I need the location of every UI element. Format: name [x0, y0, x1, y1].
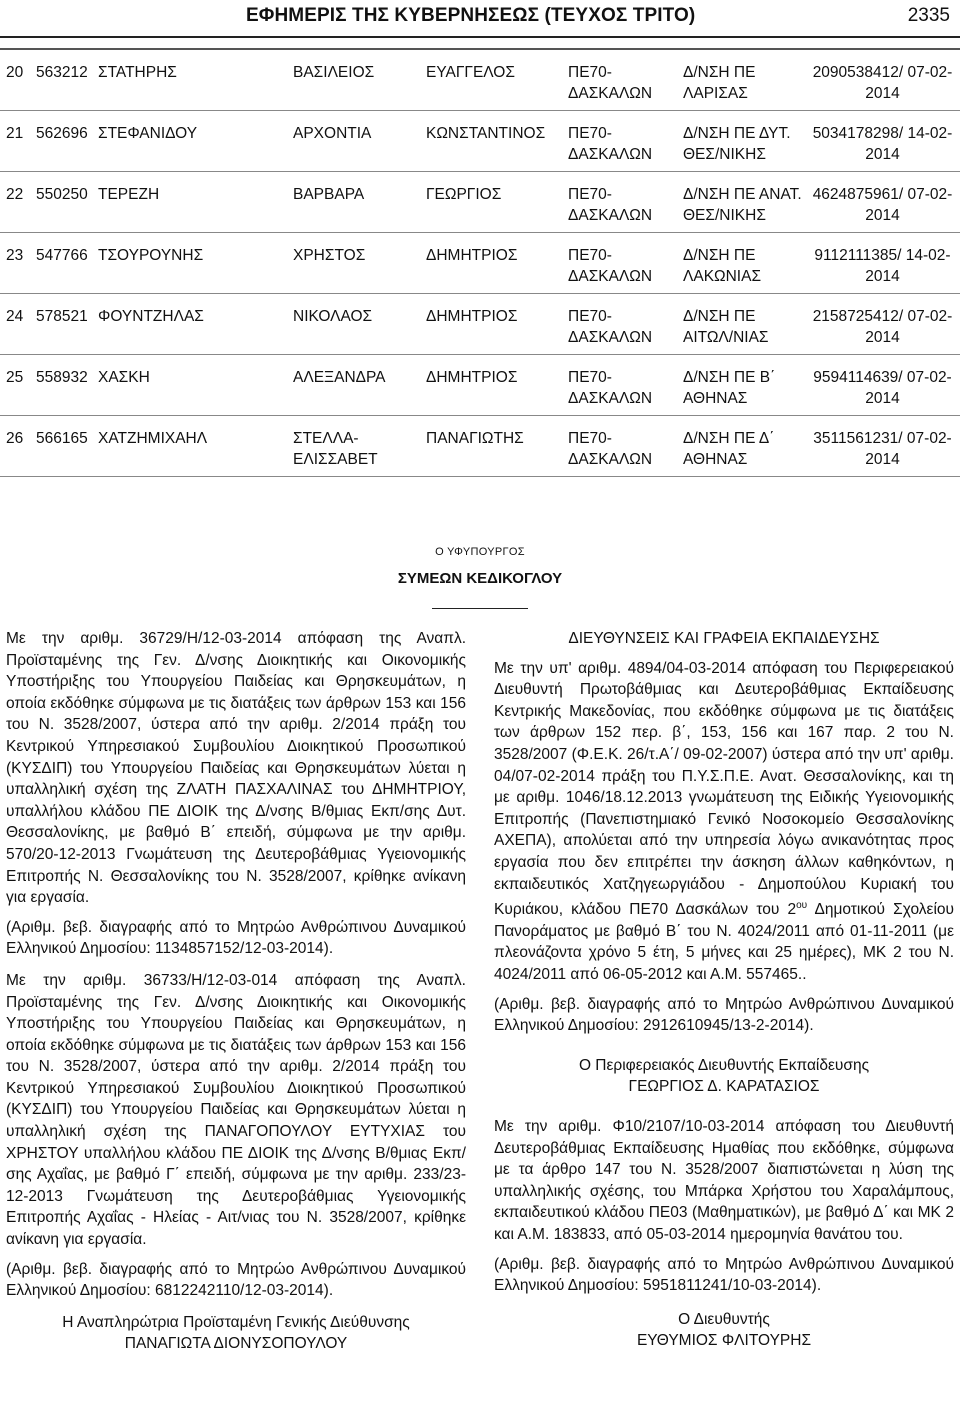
cell-specialty: ΠΕ70- ΔΑΣΚΑΛΩΝ: [568, 416, 683, 477]
cell-row-number: 25: [0, 355, 36, 416]
cell-reference-date: 4624875961/ 07-02-2014: [805, 172, 960, 233]
staff-table: [0, 48, 960, 477]
decision-paragraph: Με την αριθμ. 36729/Η/12-03-2014 απόφαση της Αναπλ. Προϊσταμένης της Γεν. Δ/νσης Διοικητικής και Οικονομικής Υποστήριξης του Υπουργείου Παιδείας και Θρησκευμάτων, η οποία εκδόθηκε σύμφωνα με τις διατάξεις των άρθρων 153 και 156 του Ν. 3528/2007, ύστερα από την αριθμ. 2/2014 πράξη του Κεντρικού Υπηρεσιακού Συμβουλίου Διοικητικού Προσωπικού (ΚΥΣΔΙΠ) του Υπουργείου Παιδείας και Θρησκευμάτων λύεται η υπαλληλική σχέση της ΖΛΑΤΗ ΠΑΣΧΑΛΙΝΑΣ του ΔΗΜΗΤΡΙΟΥ, υπαλλήλου κλάδου ΠΕ ΔΙΟΙΚ της Δ/νσης Β/θμιας Εκπ/σης Δυτ. Θεσσαλονίκης, με βαθμό Β΄ επειδή, σύμφωνα με την αριθμ. 570/20-12-2013 Γνωμάτευση της Δευτεροβάθμιας Υγειονομικής Επιτροπής Ν. Θεσσαλονίκης του Ν. 3528/2007, κρίθηκε ανίκανη για εργασία.: [6, 630, 466, 907]
cell-surname: ΦΟΥΝΤΖΗΛΑΣ: [98, 294, 293, 355]
cell-reference-date: 9594114639/ 07-02-2014: [805, 355, 960, 416]
cell-row-number: 26: [0, 416, 36, 477]
decision-paragraph: [494, 658, 954, 986]
cell-specialty: ΠΕ70- ΔΑΣΚΑΛΩΝ: [568, 111, 683, 172]
cell-father-name: ΓΕΩΡΓΙΟΣ: [426, 172, 568, 233]
cell-registry-id: 563212: [36, 49, 98, 111]
staff-table-body: [0, 49, 960, 477]
page-header: [0, 0, 960, 40]
decision-text: Δημοτικού Σχολείου Πανοράματος με βαθμό Β΄ του Ν. 4024/2011 από 01-11-2011 (με πλεονάζοντα χρόνο 5 έτη, 5 μήνες και 25 ημέρες), ΜΚ 2 του Ν. 4024/2011 από 06-05-2012 και Α.Μ. 557465..: [494, 901, 954, 984]
cell-directorate: Δ/ΝΣΗ ΠΕ ΔΥΤ. ΘΕΣ/ΝΙΚΗΣ: [683, 111, 805, 172]
cell-first-name: ΒΑΣΙΛΕΙΟΣ: [293, 49, 426, 111]
cell-first-name: ΑΛΕΞΑΝΔΡΑ: [293, 355, 426, 416]
decision-text: Με την υπ' αριθμ. 4894/04-03-2014 απόφαση του Περιφερειακού Διευθυντή Πρωτοβάθμιας και Δευτεροβάθμιας Εκπαίδευσης Κεντρικής Μακεδονίας, που εκδόθηκε σύμφωνα με τις διατάξεις των άρθρων 152 περ. β΄, 153, 156 και 167 παρ. 2 του Ν. 3528/2007 (Φ.Ε.Κ. 26/τ.Α΄/ 09-02-2007) ύστερα από την υπ' αριθμ. 04/07-02-2014 πράξη του Π.Υ.Σ.Π.Ε. Ανατ. Θεσσαλονίκης, και τη με αριθμ. 1046/18.12.2013 γνωμάτευση της Ειδικής Υγειονομικής Επιτροπής (Πανεπιστημιακό Γενικό Νοσοκομείο Θεσσαλονίκης ΑΧΕΠΑ), απολύεται από την υπηρεσία λόγω ανικανότητας προς εργασία που δεν επιτρέπει την άσκηση άλλων καθηκόντων, η εκπαιδευτικός Χατζηγεωργιάδου - Δημοπούλου Κυριακή του Κυριάκου, κλάδου ΠΕ70 Δασκάλων του 2: [494, 659, 954, 919]
signatory-role: Ο Διευθυντής: [678, 1310, 770, 1328]
cell-first-name: ΝΙΚΟΛΑΟΣ: [293, 294, 426, 355]
cell-father-name: ΔΗΜΗΤΡΙΟΣ: [426, 355, 568, 416]
cell-directorate: Δ/ΝΣΗ ΠΕ Β΄ ΑΘΗΝΑΣ: [683, 355, 805, 416]
table-row: [0, 294, 960, 355]
decision-paragraph: Με την αριθμ. Φ10/2107/10-03-2014 απόφαση του Διευθυντή Δευτεροβάθμιας Εκπαίδευσης Ημαθίας που εκδόθηκε, σύμφωνα με τα άρθρο 147 του Ν. 3528/2007 διαπιστώνεται η λύση της υπαλληλικής σχέσης, του Μπάρκα Χρήστου του Χαραλάμπους, εκπαιδευτικού κλάδου ΠΕ03 (Μαθηματικών), με βαθμό Δ΄ και ΜΚ 2 και Α.Μ. 183833, από 05-03-2014 ημερομηνία θανάτου του.: [494, 1118, 954, 1243]
cell-surname: ΧΑΣΚΗ: [98, 355, 293, 416]
cell-surname: ΤΣΟΥΡΟΥΝΗΣ: [98, 233, 293, 294]
right-column: [494, 628, 954, 1360]
cell-first-name: ΣΤΕΛΛΑ- ΕΛΙΣΣΑΒΕΤ: [293, 416, 426, 477]
signatory-role: Η Αναπληρώτρια Προϊσταμένη Γενικής Διεύθυνσης: [62, 1313, 410, 1331]
reference-note: (Αριθμ. βεβ. διαγραφής από το Μητρώο Ανθρώπινου Δυναμικού Ελληνικού Δημοσίου: 1134857152/12-03-2014).: [6, 918, 466, 958]
cell-directorate: Δ/ΝΣΗ ΠΕ ΑΝΑΤ. ΘΕΣ/ΝΙΚΗΣ: [683, 172, 805, 233]
cell-specialty: ΠΕ70- ΔΑΣΚΑΛΩΝ: [568, 172, 683, 233]
table-row: [0, 233, 960, 294]
cell-row-number: 21: [0, 111, 36, 172]
cell-father-name: ΠΑΝΑΓΙΩΤΗΣ: [426, 416, 568, 477]
cell-directorate: Δ/ΝΣΗ ΠΕ Δ΄ ΑΘΗΝΑΣ: [683, 416, 805, 477]
cell-father-name: ΔΗΜΗΤΡΙΟΣ: [426, 294, 568, 355]
cell-registry-id: 547766: [36, 233, 98, 294]
page-number: 2335: [907, 5, 950, 26]
section-heading: ΔΙΕΥΘΥΝΣΕΙΣ ΚΑΙ ΓΡΑΦΕΙΑ ΕΚΠΑΙΔΕΥΣΗΣ: [568, 630, 880, 647]
cell-reference-date: 9112111385/ 14-02-2014: [805, 233, 960, 294]
cell-directorate: Δ/ΝΣΗ ΠΕ ΛΑΡΙΣΑΣ: [683, 49, 805, 111]
table-row: [0, 416, 960, 477]
cell-first-name: ΑΡΧΟΝΤΙΑ: [293, 111, 426, 172]
cell-registry-id: 550250: [36, 172, 98, 233]
cell-surname: ΤΕΡΕΖΗ: [98, 172, 293, 233]
signatory-name: ΠΑΝΑΓΙΩΤΑ ΔΙΟΝΥΣΟΠΟΥΛΟΥ: [124, 1335, 348, 1353]
header-rule: [0, 36, 960, 38]
cell-directorate: Δ/ΝΣΗ ΠΕ ΑΙΤΩΛ/ΝΙΑΣ: [683, 294, 805, 355]
reference-note: (Αριθμ. βεβ. διαγραφής από το Μητρώο Ανθρώπινου Δυναμικού Ελληνικού Δημοσίου: 6812242110/12-03-2014).: [6, 1260, 466, 1300]
cell-specialty: ΠΕ70- ΔΑΣΚΑΛΩΝ: [568, 294, 683, 355]
table-row: [0, 355, 960, 416]
cell-father-name: ΚΩΝΣΤΑΝΤΙΝΟΣ: [426, 111, 568, 172]
ordinal-suffix: ου: [796, 900, 808, 912]
reference-note: (Αριθμ. βεβ. διαγραφής από το Μητρώο Ανθρώπινου Δυναμικού Ελληνικού Δημοσίου: 5951811241/10-03-2014).: [494, 1255, 954, 1295]
cell-row-number: 23: [0, 233, 36, 294]
cell-row-number: 20: [0, 49, 36, 111]
cell-surname: ΣΤΑΤΗΡΗΣ: [98, 49, 293, 111]
signatory-role: Ο Περιφερειακός Διευθυντής Εκπαίδευσης: [578, 1056, 870, 1074]
page-title: ΕΦΗΜΕΡΙΣ ΤΗΣ ΚΥΒΕΡΝΗΣΕΩΣ (ΤΕΥΧΟΣ ΤΡΙΤΟ): [246, 5, 696, 26]
cell-specialty: ΠΕ70- ΔΑΣΚΑΛΩΝ: [568, 233, 683, 294]
section-divider: [432, 608, 528, 609]
left-column: [6, 628, 466, 1363]
cell-father-name: ΕΥΑΓΓΕΛΟΣ: [426, 49, 568, 111]
cell-reference-date: 5034178298/ 14-02-2014: [805, 111, 960, 172]
table-row: [0, 111, 960, 172]
table-row: [0, 49, 960, 111]
cell-registry-id: 558932: [36, 355, 98, 416]
cell-specialty: ΠΕ70- ΔΑΣΚΑΛΩΝ: [568, 49, 683, 111]
cell-row-number: 22: [0, 172, 36, 233]
cell-first-name: ΧΡΗΣΤΟΣ: [293, 233, 426, 294]
decision-paragraph: Με την αριθμ. 36733/Η/12-03-014 απόφαση της Αναπλ. Προϊσταμένης της Γεν. Δ/νσης Διοικητικής και Οικονομικής Υποστήριξης του Υπουργείου Παιδείας και Θρησκευμάτων, η οποία εκδόθηκε σύμφωνα με τις διατάξεις των άρθρων 153 και 156 του Ν. 3528/2007, ύστερα από την αριθμ. 2/2014 πράξη του Κεντρικού Υπηρεσιακού Συμβουλίου Διοικητικού Προσωπικού (ΚΥΣΔΙΠ) του Υπουργείου Παιδείας και Θρησκευμάτων λύεται η υπαλληλική σχέση της ΠΑΝΑΓΟΠΟΥΛΟΥ ΕΥΤΥΧΙΑΣ του ΧΡΗΣΤΟΥ υπαλλήλου κλάδου ΠΕ ΔΙΟΙΚ της Δ/νσης Β/θμιας Εκπ/σης Αχαΐας, με βαθμό Γ΄ επειδή, σύμφωνα με την αριθμ. 233/23-12-2013 Γνωμάτευση της Δευτεροβάθμιας Υγειονομικής Επιτροπής Αχαΐας - Ηλείας - Αιτ/νιας του Ν. 3528/2007, κρίθηκε ανίκανη για εργασία.: [6, 971, 466, 1249]
cell-first-name: ΒΑΡΒΑΡΑ: [293, 172, 426, 233]
signature-role: Ο ΥΦΥΠΟΥΡΓΟΣ: [435, 546, 525, 558]
cell-registry-id: 566165: [36, 416, 98, 477]
cell-directorate: Δ/ΝΣΗ ΠΕ ΛΑΚΩΝΙΑΣ: [683, 233, 805, 294]
signatory-name: ΓΕΩΡΓΙΟΣ Δ. ΚΑΡΑΤΑΣΙΟΣ: [628, 1078, 820, 1096]
cell-reference-date: 2090538412/ 07-02-2014: [805, 49, 960, 111]
cell-surname: ΧΑΤΖΗΜΙΧΑΗΛ: [98, 416, 293, 477]
cell-reference-date: 3511561231/ 07-02-2014: [805, 416, 960, 477]
reference-note: (Αριθμ. βεβ. διαγραφής από το Μητρώο Ανθρώπινου Δυναμικού Ελληνικού Δημοσίου: 2912610945/13-2-2014).: [494, 995, 954, 1035]
cell-specialty: ΠΕ70- ΔΑΣΚΑΛΩΝ: [568, 355, 683, 416]
table-row: [0, 172, 960, 233]
cell-registry-id: 562696: [36, 111, 98, 172]
signatory-name: ΕΥΘΥΜΙΟΣ ΦΛΙΤΟΥΡΗΣ: [636, 1332, 812, 1350]
cell-reference-date: 2158725412/ 07-02-2014: [805, 294, 960, 355]
cell-registry-id: 578521: [36, 294, 98, 355]
cell-father-name: ΔΗΜΗΤΡΙΟΣ: [426, 233, 568, 294]
signature-name: ΣΥΜΕΩΝ ΚΕΔΙΚΟΓΛΟΥ: [397, 570, 563, 587]
cell-row-number: 24: [0, 294, 36, 355]
cell-surname: ΣΤΕΦΑΝΙΔΟΥ: [98, 111, 293, 172]
